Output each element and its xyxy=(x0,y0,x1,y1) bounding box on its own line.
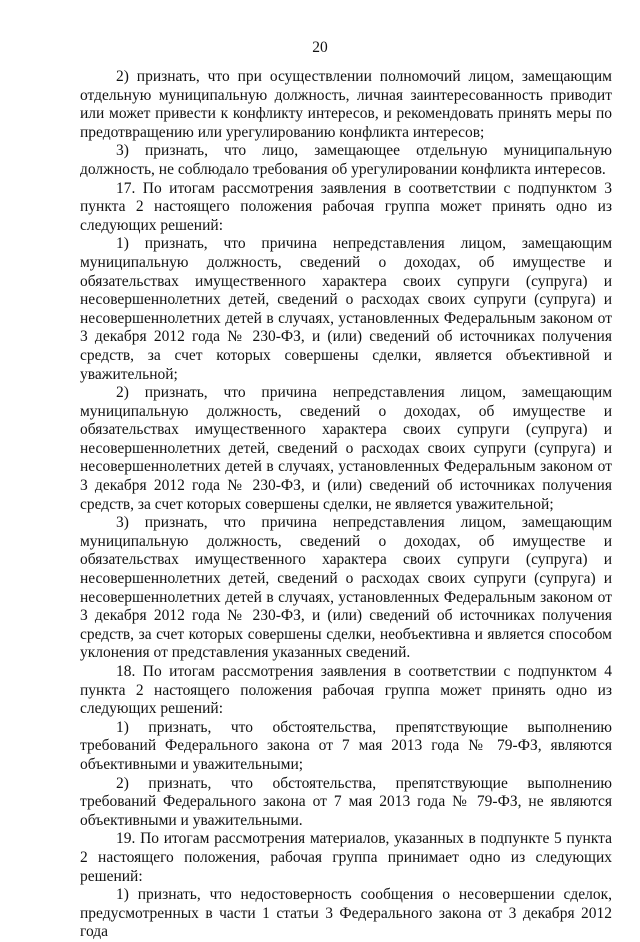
paragraph: 2) признать, что обстоятельства, препятствующие выполнению требований Федерального закона от 7 мая 2013 года № 79-ФЗ, не являются объективными и уважительными. xyxy=(80,774,612,829)
document-body xyxy=(80,68,612,942)
paragraph: 3) признать, что лицо, замещающее отдельную муниципальную должность, не соблюдало требования об урегулировании конфликта интересов. xyxy=(80,142,612,178)
paragraph: 17. По итогам рассмотрения заявления в соответствии с подпунктом 3 пункта 2 настоящего положения рабочая группа может принять одно из следующих решений: xyxy=(80,179,612,234)
paragraph: 1) признать, что обстоятельства, препятствующие выполнению требований Федерального закона от 7 мая 2013 года № 79-ФЗ, являются объективными и уважительными; xyxy=(80,718,612,773)
paragraph: 19. По итогам рассмотрения материалов, указанных в подпункте 5 пункта 2 настоящего положения, рабочая группа принимает одно из следующих решений: xyxy=(80,830,612,885)
paragraph: 3) признать, что причина непредставления лицом, замещающим муниципальную должность, сведений о доходах, об имуществе и обязательствах имущественного характера своих супруги (супруга) и несовершеннолетних детей, сведений о расходах своих супруги (супруга) и несовершеннолетних детей в случаях, установленных Федеральным законом от 3 декабря 2012 года № 230-ФЗ, и (или) сведений об источниках получения средств, за счет которых совершены сделки, необъективна и является способом уклонения от представления указанных сведений. xyxy=(80,514,612,662)
paragraph: 18. По итогам рассмотрения заявления в соответствии с подпунктом 4 пункта 2 настоящего положения рабочая группа может принять одно из следующих решений: xyxy=(80,663,612,718)
paragraph: 1) признать, что причина непредставления лицом, замещающим муниципальную должность, сведений о доходах, об имуществе и обязательствах имущественного характера своих супруги (супруга) и несовершеннолетних детей, сведений о расходах своих супруги (супруга) и несовершеннолетних детей в случаях, установленных Федеральным законом от 3 декабря 2012 года № 230-ФЗ, и (или) сведений об источниках получения средств, за счет которых совершены сделки, является объективной и уважительной; xyxy=(80,235,612,383)
paragraph: 1) признать, что недостоверность сообщения о несовершении сделок, предусмотренных в части 1 статьи 3 Федерального закона от 3 декабря 2012 года xyxy=(80,886,612,941)
paragraph: 2) признать, что причина непредставления лицом, замещающим муниципальную должность, сведений о доходах, об имуществе и обязательствах имущественного характера своих супруги (супруга) и несовершеннолетних детей, сведений о расходах своих супруги (супруга) и несовершеннолетних детей в случаях, установленных Федеральным законом от 3 декабря 2012 года № 230-ФЗ, и (или) сведений об источниках получения средств, за счет которых совершены сделки, не является уважительной; xyxy=(80,384,612,513)
paragraph: 2) признать, что при осуществлении полномочий лицом, замещающим отдельную муниципальную должность, личная заинтересованность приводит или может привести к конфликту интересов, и рекомендовать принять меры по предотвращению или урегулированию конфликта интересов; xyxy=(80,68,612,141)
page-number: 20 xyxy=(312,39,328,56)
